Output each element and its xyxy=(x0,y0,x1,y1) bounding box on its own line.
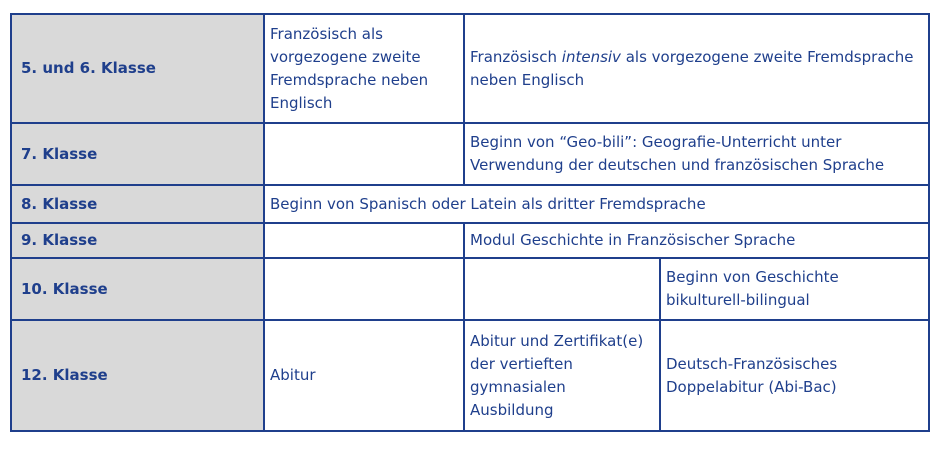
school-curriculum-table xyxy=(10,13,930,432)
table-cell: Beginn von Spanisch oder Latein als dritter Fremdsprache xyxy=(264,185,929,223)
table-cell xyxy=(464,14,929,123)
grade-label: 12. Klasse xyxy=(11,320,264,431)
grade-label: 7. Klasse xyxy=(11,123,264,185)
grade-label: 8. Klasse xyxy=(11,185,264,223)
table-cell xyxy=(264,223,464,258)
table-cell xyxy=(264,123,464,185)
table-cell: Beginn von Geschichte bikulturell-bilingual xyxy=(660,258,929,320)
table-cell: Modul Geschichte in Französischer Sprache xyxy=(464,223,929,258)
table-cell: Französisch als vorgezogene zweite Fremdsprache neben Englisch xyxy=(264,14,464,123)
table-row xyxy=(11,258,929,320)
table-cell: Abitur xyxy=(264,320,464,431)
table-row xyxy=(11,320,929,431)
cell-text: als vorgezogene zweite Fremdsprache neben Englisch xyxy=(470,47,914,89)
table-row xyxy=(11,14,929,123)
grade-label: 9. Klasse xyxy=(11,223,264,258)
table-row xyxy=(11,223,929,258)
table-row xyxy=(11,185,929,223)
table-cell: Beginn von “Geo-bili”: Geografie-Unterricht unter Verwendung der deutschen und französischen Sprache xyxy=(464,123,929,185)
table-cell: Deutsch-Französisches Doppelabitur (Abi-Bac) xyxy=(660,320,929,431)
table-row xyxy=(11,123,929,185)
emphasis-text: intensiv xyxy=(561,47,621,66)
table-cell xyxy=(264,258,464,320)
cell-text: Französisch xyxy=(470,47,562,66)
table-cell: Abitur und Zertifikat(e) der vertieften gymnasialen Ausbildung xyxy=(464,320,660,431)
table-cell xyxy=(464,258,660,320)
grade-label: 10. Klasse xyxy=(11,258,264,320)
grade-label: 5. und 6. Klasse xyxy=(11,14,264,123)
